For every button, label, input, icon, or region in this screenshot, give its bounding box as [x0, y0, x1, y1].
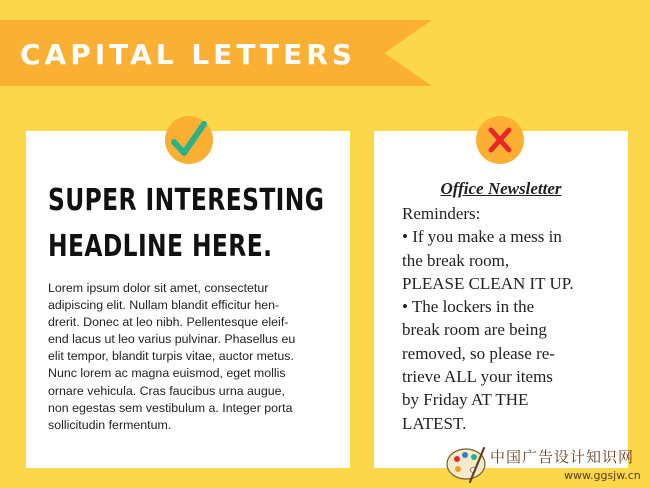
newsletter-line: by Friday AT THE — [402, 390, 529, 410]
palette-logo-icon — [444, 442, 488, 484]
headline-line: HEADLINE HERE. — [48, 229, 273, 264]
body-line: end lacus ut leo varius pulvinar. Phasellus eu — [48, 332, 296, 347]
newsletter-body — [402, 202, 622, 435]
newsletter-line: • The lockers in the — [402, 297, 535, 317]
watermark — [440, 440, 650, 488]
body-line: ornare vehicula. Cras faucibus urna augue, — [48, 383, 285, 398]
newsletter-line: removed, so please re- — [402, 343, 555, 363]
newsletter-line: the break room, — [402, 250, 510, 270]
watermark-name: 中国广告设计知识网 — [490, 448, 635, 466]
headline-line: SUPER INTERESTING — [48, 183, 325, 218]
newsletter-line: trieve ALL your items — [402, 367, 553, 387]
newsletter-line: PLEASE CLEAN IT UP. — [402, 273, 574, 293]
x-icon — [476, 116, 524, 164]
headline — [48, 178, 325, 270]
body-line: non egestas sem vestibulum a. Integer porta — [48, 400, 293, 415]
newsletter-line: Reminders: — [402, 204, 481, 223]
watermark-url: www.ggsjw.cn — [564, 469, 641, 482]
newsletter-title: Office Newsletter — [440, 179, 562, 198]
lorem-body-text — [48, 280, 330, 434]
body-line: drerit. Donec at leo nibh. Pellentesque eleif- — [48, 315, 289, 330]
newsletter-line: • If you make a mess in — [402, 227, 562, 247]
x-badge — [476, 116, 524, 164]
newsletter-line: LATEST. — [402, 413, 467, 433]
body-line: sollicitudin fermentum. — [48, 417, 172, 432]
body-line: elit tempor, blandit turpis vitae, auctor metus. — [48, 349, 294, 364]
check-badge — [165, 116, 213, 164]
body-line: adipiscing elit. Nullam blandit efficitur hen- — [48, 298, 280, 313]
check-icon — [165, 116, 213, 164]
body-line: Lorem ipsum dolor sit amet, consectetur — [48, 281, 269, 295]
banner-title: CAPITAL LETTERS — [20, 38, 357, 71]
newsletter-line: break room are being — [402, 320, 547, 340]
body-line: Nunc lorem ac magna euismod, eget mollis — [48, 366, 286, 381]
